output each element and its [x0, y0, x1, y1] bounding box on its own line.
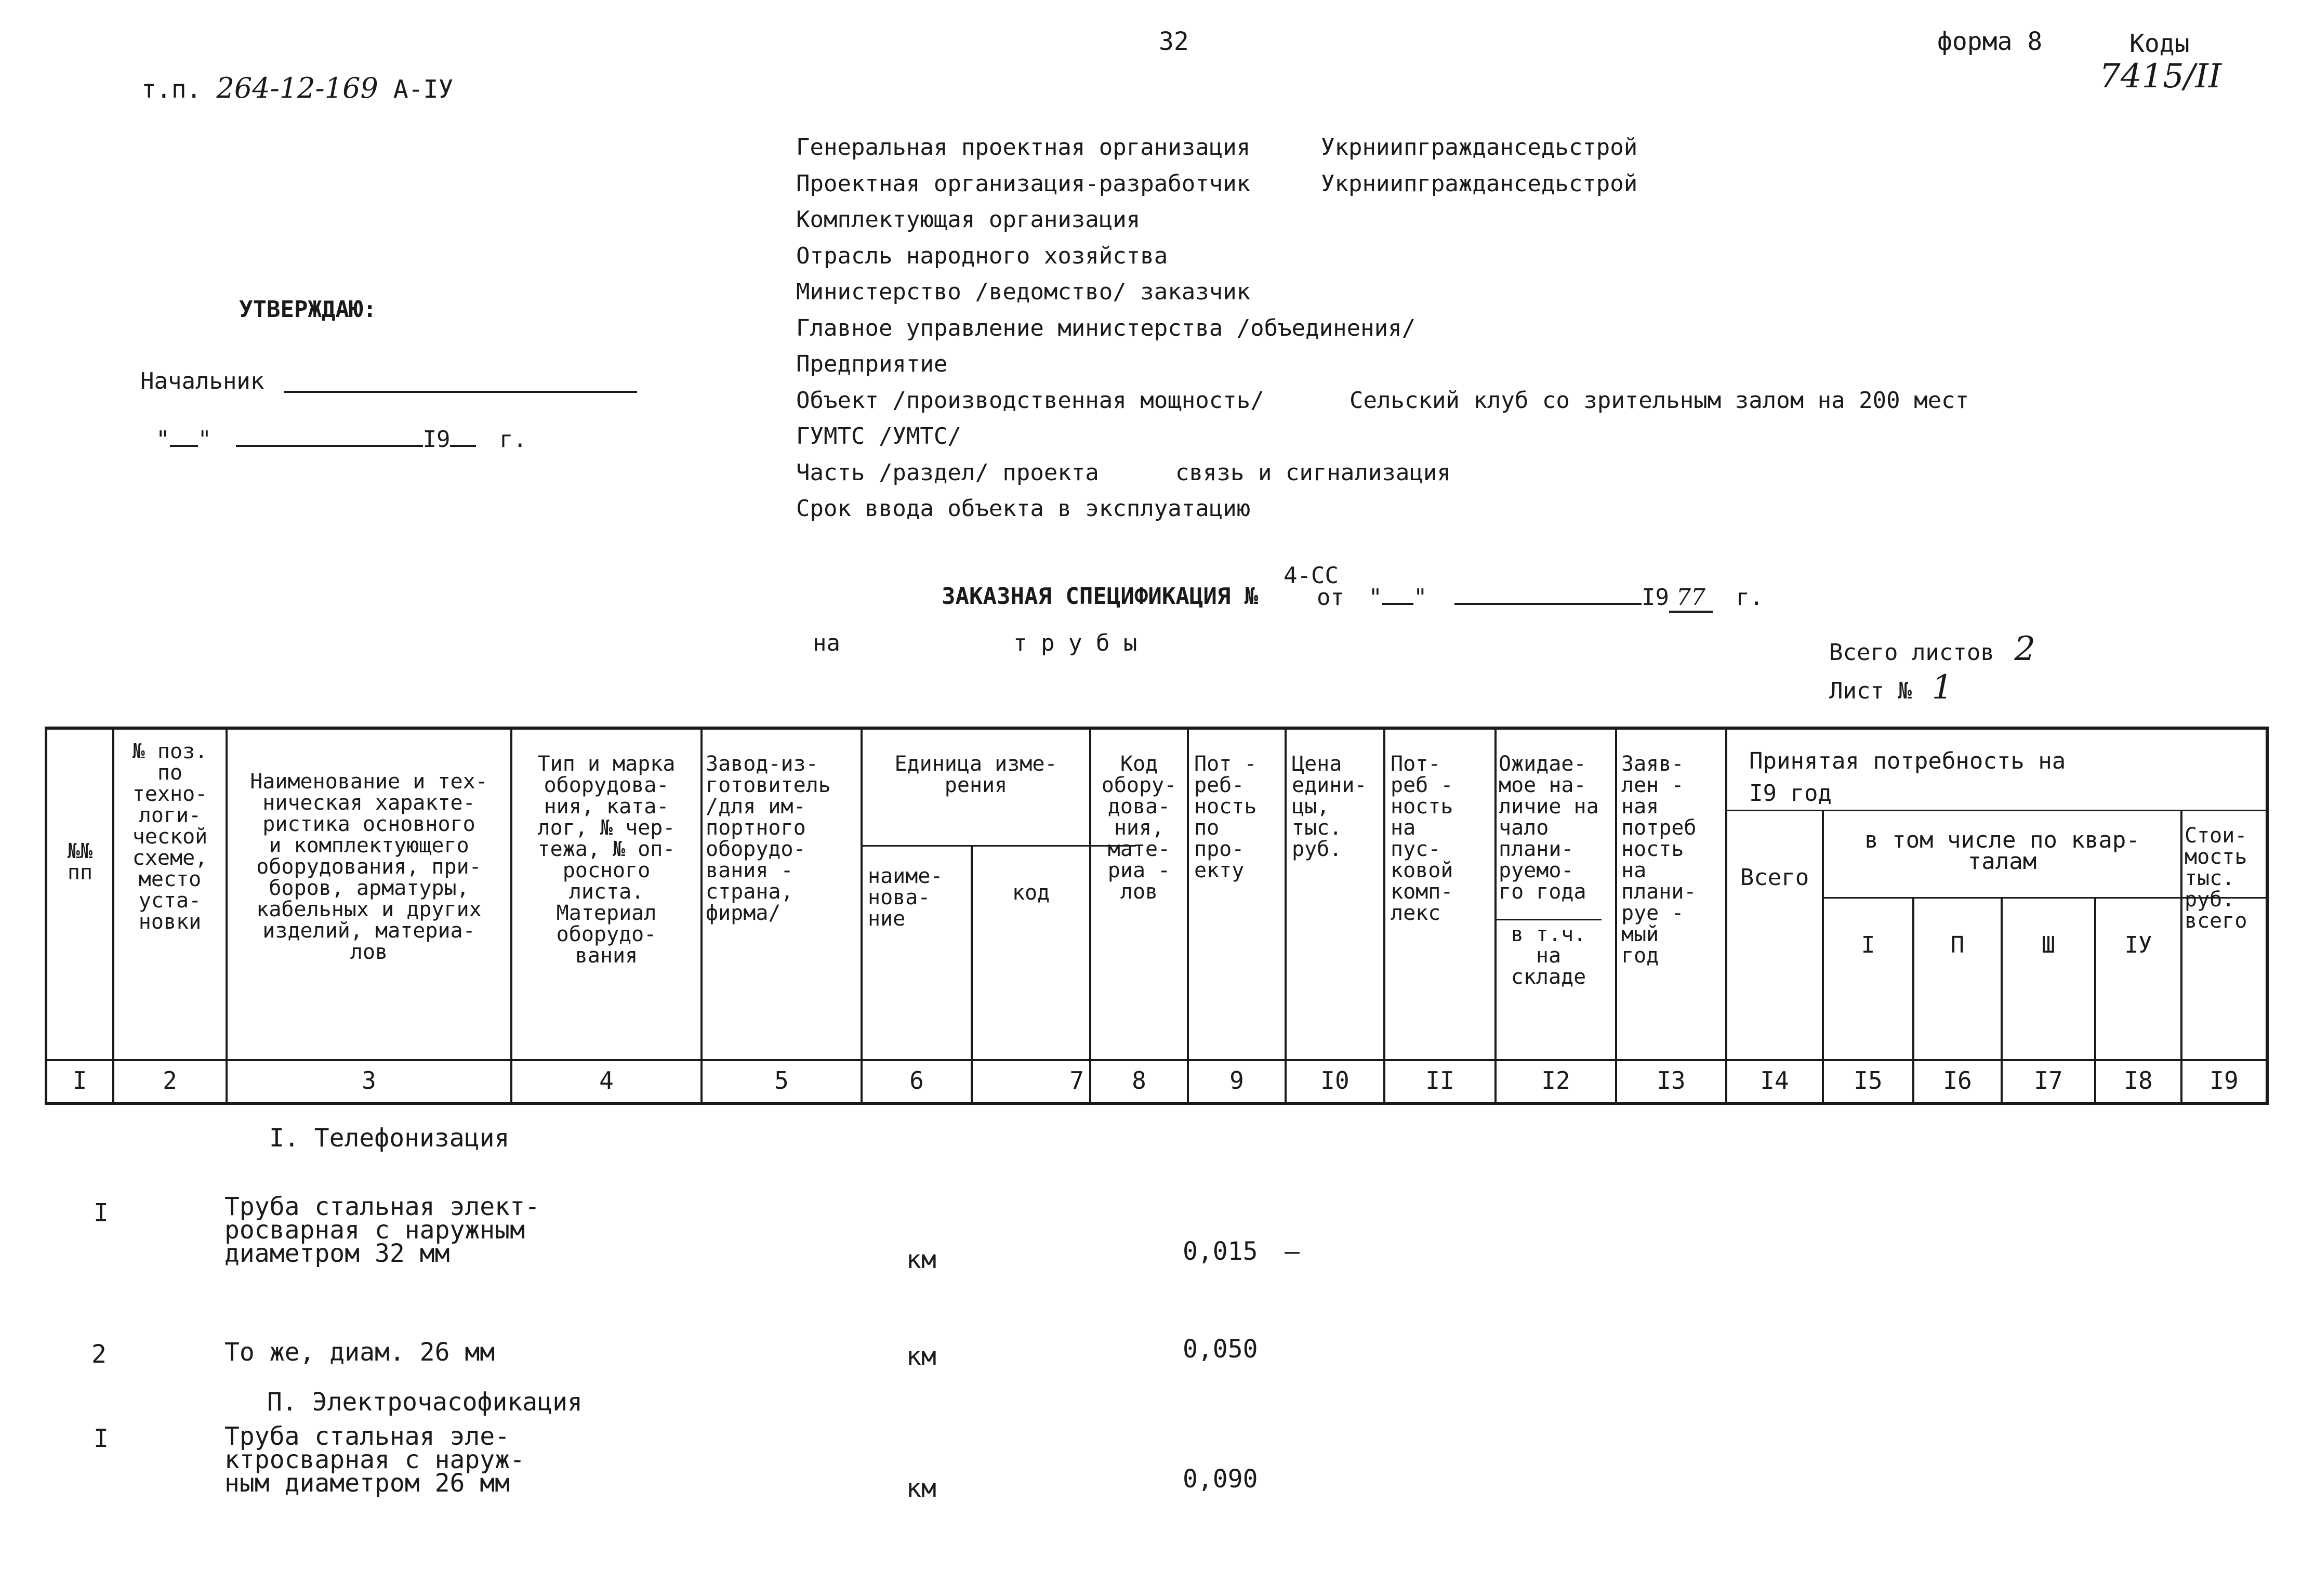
- col-number: 6: [909, 1066, 924, 1094]
- org-row: Предприятие: [796, 351, 948, 377]
- row-item-name: Труба стальная эле- ктросварная с наруж- ным диаметром 26 мм: [224, 1422, 525, 1498]
- header-q4: IУ: [2124, 932, 2152, 958]
- codes-value: 7415/II: [2099, 57, 2221, 96]
- org-row: Главное управление министерства /объединения/: [796, 314, 1416, 341]
- tp-code: 264-12-169: [216, 72, 378, 104]
- col-number: I7: [2034, 1066, 2063, 1094]
- spec-year-suffix: г.: [1736, 584, 1764, 611]
- header-q1: I: [1861, 932, 1875, 958]
- header-name: Наименование и тех- ническая характе- ристика основного и комплектующего оборудования, при- боров, арматуры, кабельных и других изделий, материа- лов: [250, 770, 488, 964]
- col-number: 7: [1069, 1066, 1084, 1094]
- header-declared-need: Заяв- лен - ная потреб ность на плани- руе - мый год: [1621, 752, 1697, 968]
- org-row: Часть /раздел/ проекта связь и сигнализация: [796, 459, 1451, 486]
- col-number: 9: [1229, 1066, 1244, 1094]
- org-row: Объект /производственная мощность/ Сельский клуб со зрительным залом на 200 мест: [796, 387, 1969, 414]
- row-item-name: То же, диам. 26 мм: [224, 1338, 495, 1367]
- spec-from-label: от: [1317, 584, 1344, 611]
- col-number: I2: [1541, 1066, 1570, 1094]
- col-number: 8: [1132, 1066, 1146, 1094]
- page-number: 32: [1159, 27, 1189, 56]
- header-expected-stock: Ожидае- мое на- личие на чало плани- руемо- го года: [1499, 752, 1599, 904]
- template-project-code: [141, 72, 453, 104]
- sheet-label: Лист №: [1829, 678, 1912, 704]
- row-number: I: [94, 1198, 109, 1228]
- header-unit-price: Цена едини- цы, тыс. руб.: [1292, 752, 1367, 861]
- col-number: I9: [2210, 1066, 2239, 1094]
- section-title: I. Телефонизация: [269, 1124, 510, 1153]
- org-row: Генеральная проектная организация Укрниипгражданседьстрой: [796, 134, 1638, 161]
- spec-date: от " " I9 77 г.: [1317, 584, 1763, 613]
- row-number: 2: [91, 1340, 107, 1369]
- header-unit: Единица изме- рения: [894, 752, 1057, 797]
- org-row: Комплектующая организация: [796, 206, 1141, 233]
- col-number: I0: [1320, 1066, 1350, 1094]
- header-startup-need: Пот- реб - ность на пус- ковой комп- лекс: [1391, 752, 1453, 925]
- form-label: форма 8: [1937, 27, 2043, 56]
- tp-prefix: т.п.: [141, 75, 202, 104]
- col-number: 4: [599, 1066, 614, 1094]
- chief-signature-line: [284, 391, 637, 393]
- col-number: I3: [1657, 1066, 1686, 1094]
- spec-for-value: т р у б ы: [1013, 630, 1137, 656]
- header-position: № поз. по техно- логи- ческой схеме, место уста- новки: [132, 740, 208, 934]
- header-unit-code: код: [1012, 881, 1050, 905]
- header-row-number: №№ пп: [67, 839, 93, 885]
- approval-year-suffix: г.: [499, 426, 527, 453]
- section-title: П. Электрочасофикация: [267, 1388, 583, 1417]
- row-quantity: 0,050: [1183, 1335, 1258, 1364]
- org-row: Министерство /ведомство/ заказчик: [796, 279, 1251, 305]
- header-type: Тип и марка оборудова- ния, ката- лог, № чер- тежа, № оп- росного листа. Материал оборудо- вания: [537, 752, 676, 968]
- col-number: 3: [362, 1066, 376, 1094]
- org-row: Проектная организация-разработчик Укрниипгражданседьстрой: [796, 170, 1638, 197]
- header-project-need: Пот - реб- ность по про- екту: [1194, 752, 1257, 882]
- spec-title: ЗАКАЗНАЯ СПЕЦИФИКАЦИЯ №: [942, 583, 1259, 610]
- row-number: I: [94, 1424, 109, 1453]
- sheet-value: 1: [1931, 668, 1953, 707]
- spec-for-label: на: [813, 630, 840, 656]
- row-item-name: Труба стальная элект- росварная с наружным диаметром 32 мм: [224, 1192, 540, 1268]
- header-unit-name: наиме- нова- ние: [868, 864, 943, 931]
- spec-number: 4-СС: [1284, 562, 1339, 589]
- codes-label: Коды: [2129, 29, 2190, 58]
- row-dash: –: [1285, 1237, 1300, 1266]
- row-quantity: 0,015: [1183, 1237, 1258, 1266]
- col-number: II: [1425, 1066, 1454, 1094]
- spec-year-value: 77: [1669, 584, 1713, 613]
- sheets-total-label: Всего листов: [1829, 639, 1994, 666]
- chief-label: Начальник: [140, 368, 264, 394]
- approval-date: " " I9 г.: [156, 426, 527, 453]
- header-quarters: в том числе по квар- талам: [1864, 827, 2140, 875]
- header-total: Всего: [1740, 864, 1809, 891]
- spec-table: [45, 727, 2269, 1109]
- col-number: I: [72, 1066, 87, 1094]
- col-number: 2: [163, 1066, 177, 1094]
- sheets-total: [1829, 630, 2035, 668]
- sheet-number: [1829, 668, 1953, 707]
- header-in-warehouse: в т.ч. на складе: [1511, 922, 1586, 989]
- spec-year-prefix: I9: [1641, 584, 1669, 611]
- row-unit: км: [906, 1342, 936, 1371]
- col-number: 5: [774, 1066, 789, 1094]
- approval-year-prefix: I9: [422, 426, 451, 453]
- header-q3: Ш: [2041, 932, 2056, 958]
- tp-suffix: А-IУ: [393, 75, 454, 104]
- header-cost: Стои- мость тыс. руб. всего: [2185, 824, 2247, 933]
- col-number: I4: [1760, 1066, 1789, 1094]
- org-row: Отрасль народного хозяйства: [796, 242, 1168, 269]
- row-unit: км: [906, 1474, 936, 1503]
- org-row: Срок ввода объекта в эксплуатацию: [796, 495, 1251, 522]
- header-equipment-code: Код обору- дова- ния, мате- риа - лов: [1101, 752, 1177, 904]
- col-number: I5: [1854, 1066, 1883, 1094]
- col-number: I6: [1943, 1066, 1972, 1094]
- approval-title: УТВЕРЖДАЮ:: [239, 296, 377, 323]
- org-row: ГУМТС /УМТС/: [796, 423, 961, 450]
- row-unit: км: [906, 1245, 936, 1274]
- header-q2: П: [1950, 932, 1965, 958]
- row-quantity: 0,090: [1183, 1465, 1258, 1494]
- col-number: I8: [2124, 1066, 2153, 1094]
- header-manufacturer: Завод-из- готовитель /для им- портного оборудо- вания - страна, фирма/: [706, 752, 831, 925]
- sheets-total-value: 2: [2014, 630, 2036, 668]
- header-accepted-need: Принятая потребность на I9 год: [1749, 748, 2066, 807]
- org-info: [796, 134, 1969, 532]
